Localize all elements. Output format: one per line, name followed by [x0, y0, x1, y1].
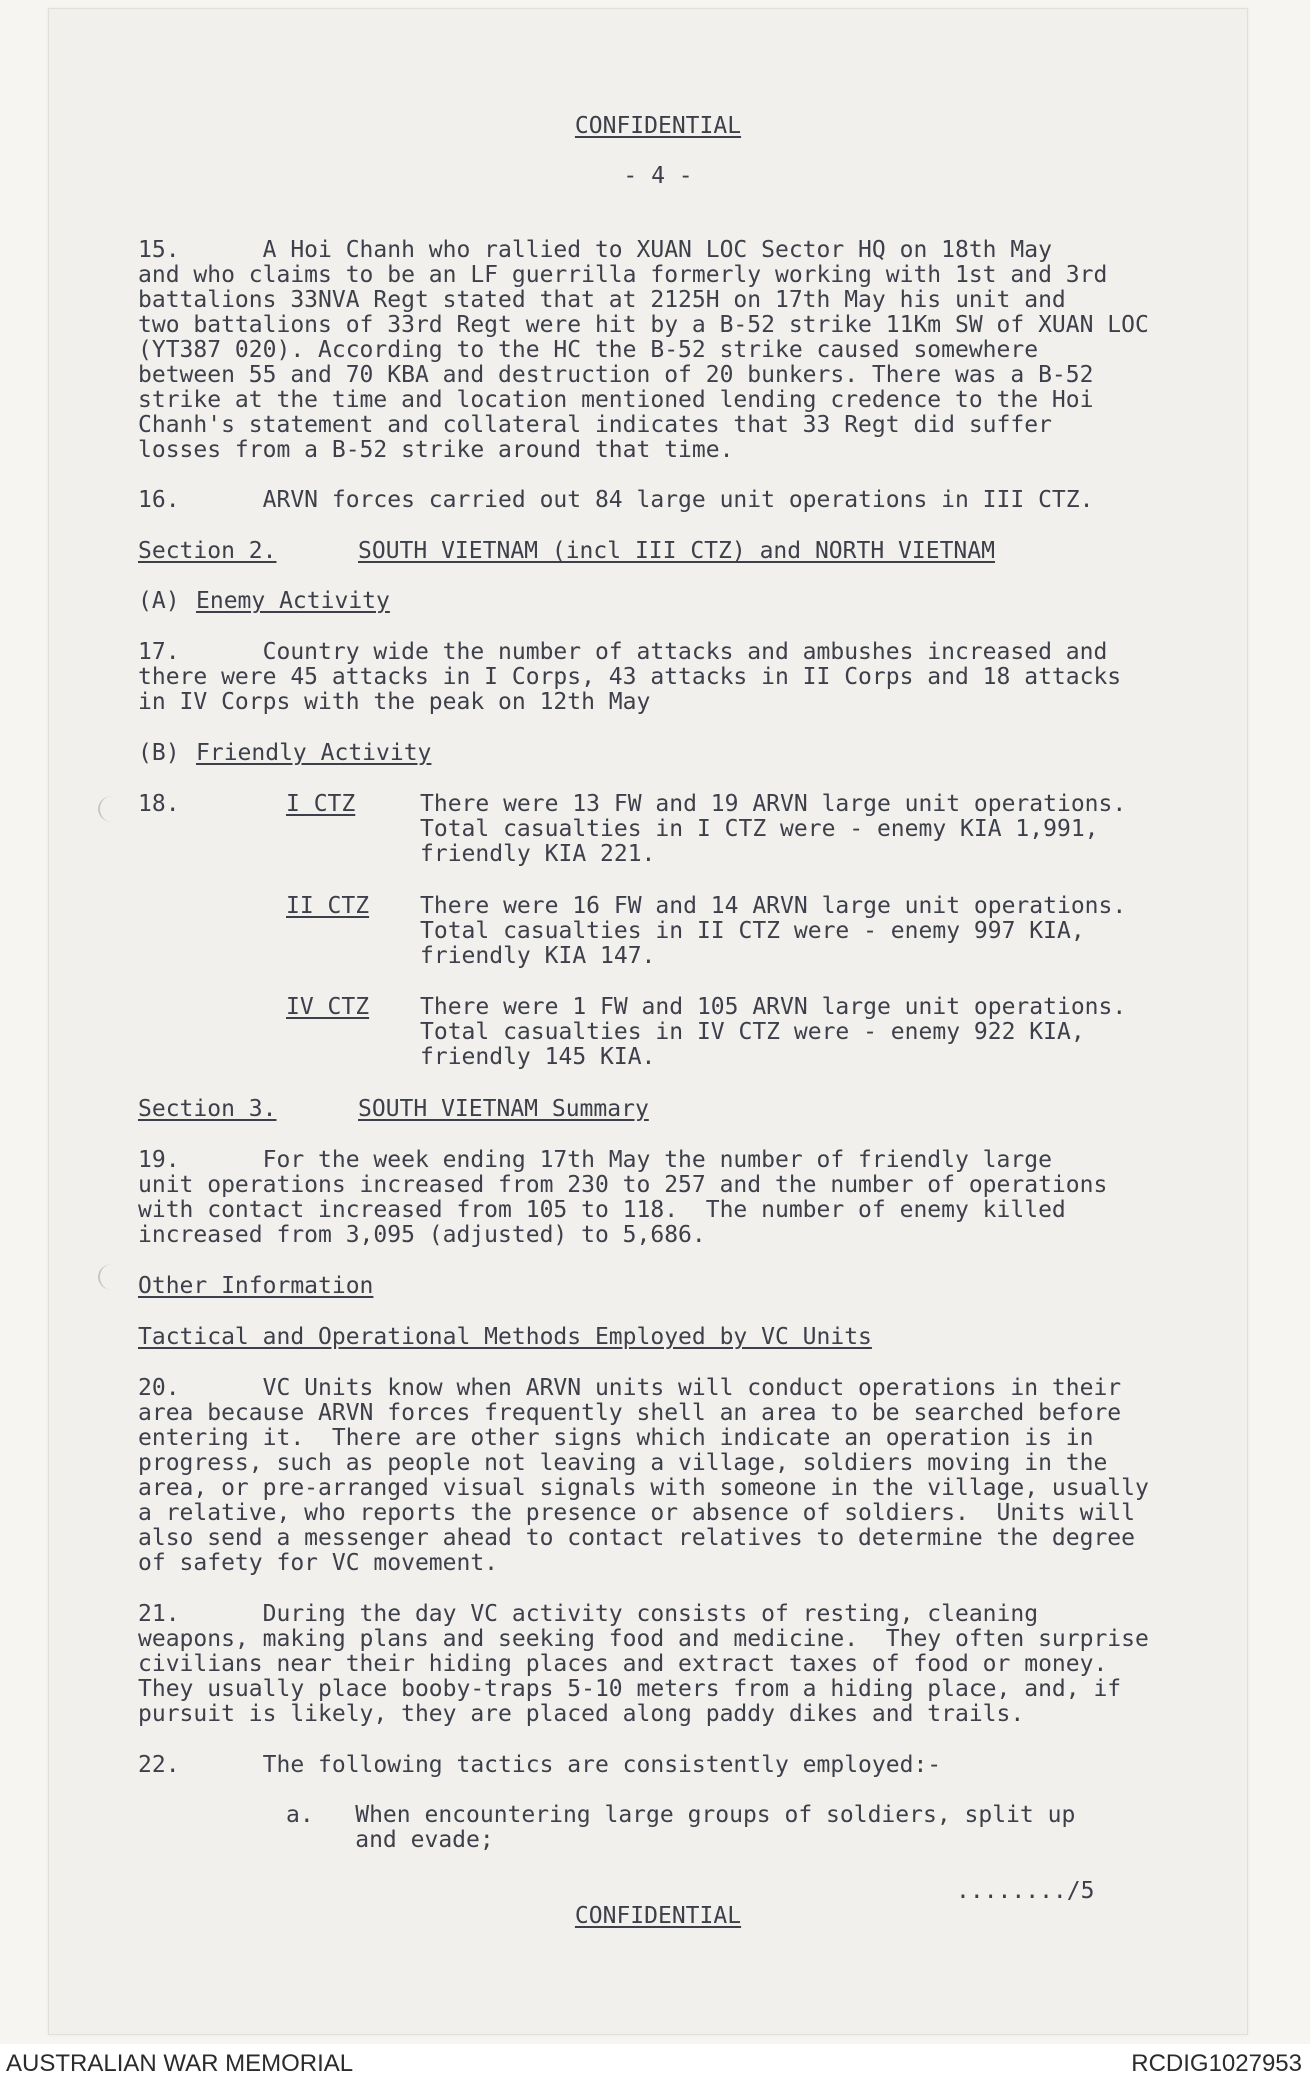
- text-line: pursuit is likely, they are placed along paddy dikes and trails.: [138, 1701, 1025, 1727]
- enemy-activity-prefix: (A): [138, 588, 180, 614]
- friendly-activity-heading: Friendly Activity: [196, 740, 432, 766]
- text-line: Total casualties in I CTZ were - enemy KIA 1,991,: [420, 816, 1099, 842]
- punch-hole-mark: [98, 796, 126, 822]
- text-line: There were 16 FW and 14 ARVN large unit operations.: [420, 893, 1127, 919]
- text-line: entering it. There are other signs which indicate an operation is in: [138, 1425, 1094, 1451]
- text-line: Chanh's statement and collateral indicates that 33 Regt did suffer: [138, 412, 1052, 438]
- ctz-label: I CTZ: [286, 791, 356, 817]
- text-line: a relative, who reports the presence or absence of soldiers. Units will: [138, 1500, 1135, 1526]
- friendly-activity-prefix: (B): [138, 740, 180, 766]
- classification-header: CONFIDENTIAL: [574, 113, 742, 139]
- paragraph-16: 16. ARVN forces carried out 84 large unit operations in III CTZ.: [138, 487, 1094, 513]
- text-line: in IV Corps with the peak on 12th May: [138, 689, 651, 715]
- text-line: 21. During the day VC activity consists of resting, cleaning: [138, 1601, 1039, 1627]
- text-line: progress, such as people not leaving a village, soldiers moving in the: [138, 1450, 1108, 1476]
- text-line: (YT387 020). According to the HC the B-52 strike caused somewhere: [138, 337, 1039, 363]
- text-line: losses from a B-52 strike around that time.: [138, 437, 734, 463]
- text-line: friendly 145 KIA.: [420, 1044, 656, 1070]
- text-line: Total casualties in IV CTZ were - enemy 922 KIA,: [420, 1019, 1085, 1045]
- text-line: There were 13 FW and 19 ARVN large unit operations.: [420, 791, 1127, 817]
- ctz-label: IV CTZ: [286, 994, 370, 1020]
- ctz-label: II CTZ: [286, 893, 370, 919]
- continuation-marker: ......../5: [956, 1878, 1095, 1904]
- archive-name: AUSTRALIAN WAR MEMORIAL: [6, 2050, 354, 2077]
- text-line: 19. For the week ending 17th May the number of friendly large: [138, 1147, 1052, 1173]
- paragraph-number: 18.: [138, 791, 180, 817]
- text-line: civilians near their hiding places and extract taxes of food or money.: [138, 1651, 1108, 1677]
- archive-footer: [0, 2044, 1310, 2081]
- punch-hole-mark: [98, 1264, 126, 1290]
- text-line: Total casualties in II CTZ were - enemy 997 KIA,: [420, 918, 1085, 944]
- text-line: strike at the time and location mentioned lending credence to the Hoi: [138, 387, 1094, 413]
- text-line: and evade;: [286, 1827, 494, 1853]
- text-line: a. When encountering large groups of soldiers, split up: [286, 1802, 1076, 1828]
- paragraph-22: 22. The following tactics are consistently employed:-: [138, 1752, 942, 1778]
- archive-id: RCDIG1027953: [1131, 2050, 1302, 2077]
- text-line: 15. A Hoi Chanh who rallied to XUAN LOC Sector HQ on 18th May: [138, 237, 1052, 263]
- text-line: with contact increased from 105 to 118. The number of enemy killed: [138, 1197, 1066, 1223]
- page-number: - 4 -: [623, 163, 693, 189]
- text-line: increased from 3,095 (adjusted) to 5,686.: [138, 1222, 706, 1248]
- text-line: 20. VC Units know when ARVN units will conduct operations in their: [138, 1375, 1122, 1401]
- text-line: of safety for VC movement.: [138, 1550, 499, 1576]
- text-line: there were 45 attacks in I Corps, 43 attacks in II Corps and 18 attacks: [138, 664, 1122, 690]
- tactical-methods-heading: Tactical and Operational Methods Employed by VC Units: [138, 1324, 872, 1350]
- section-3-label: Section 3.: [138, 1096, 277, 1122]
- text-line: and who claims to be an LF guerrilla formerly working with 1st and 3rd: [138, 262, 1108, 288]
- text-line: area, or pre-arranged visual signals with someone in the village, usually: [138, 1475, 1149, 1501]
- section-2-title: SOUTH VIETNAM (incl III CTZ) and NORTH VIETNAM: [358, 538, 995, 564]
- text-line: between 55 and 70 KBA and destruction of 20 bunkers. There was a B-52: [138, 362, 1094, 388]
- section-3-title: SOUTH VIETNAM Summary: [358, 1096, 649, 1122]
- text-line: 17. Country wide the number of attacks and ambushes increased and: [138, 639, 1108, 665]
- text-line: friendly KIA 147.: [420, 943, 656, 969]
- text-line: battalions 33NVA Regt stated that at 2125H on 17th May his unit and: [138, 287, 1066, 313]
- classification-footer: CONFIDENTIAL: [574, 1903, 742, 1929]
- other-information-heading: Other Information: [138, 1273, 374, 1299]
- text-line: There were 1 FW and 105 ARVN large unit operations.: [420, 994, 1127, 1020]
- text-line: area because ARVN forces frequently shell an area to be searched before: [138, 1400, 1122, 1426]
- text-line: They usually place booby-traps 5-10 meters from a hiding place, and, if: [138, 1676, 1122, 1702]
- section-2-label: Section 2.: [138, 538, 277, 564]
- text-line: unit operations increased from 230 to 257 and the number of operations: [138, 1172, 1108, 1198]
- enemy-activity-heading: Enemy Activity: [196, 588, 390, 614]
- text-line: two battalions of 33rd Regt were hit by a B-52 strike 11Km SW of XUAN LOC: [138, 312, 1149, 338]
- text-line: weapons, making plans and seeking food and medicine. They often surprise: [138, 1626, 1149, 1652]
- text-line: also send a messenger ahead to contact relatives to determine the degree: [138, 1525, 1135, 1551]
- text-line: friendly KIA 221.: [420, 841, 656, 867]
